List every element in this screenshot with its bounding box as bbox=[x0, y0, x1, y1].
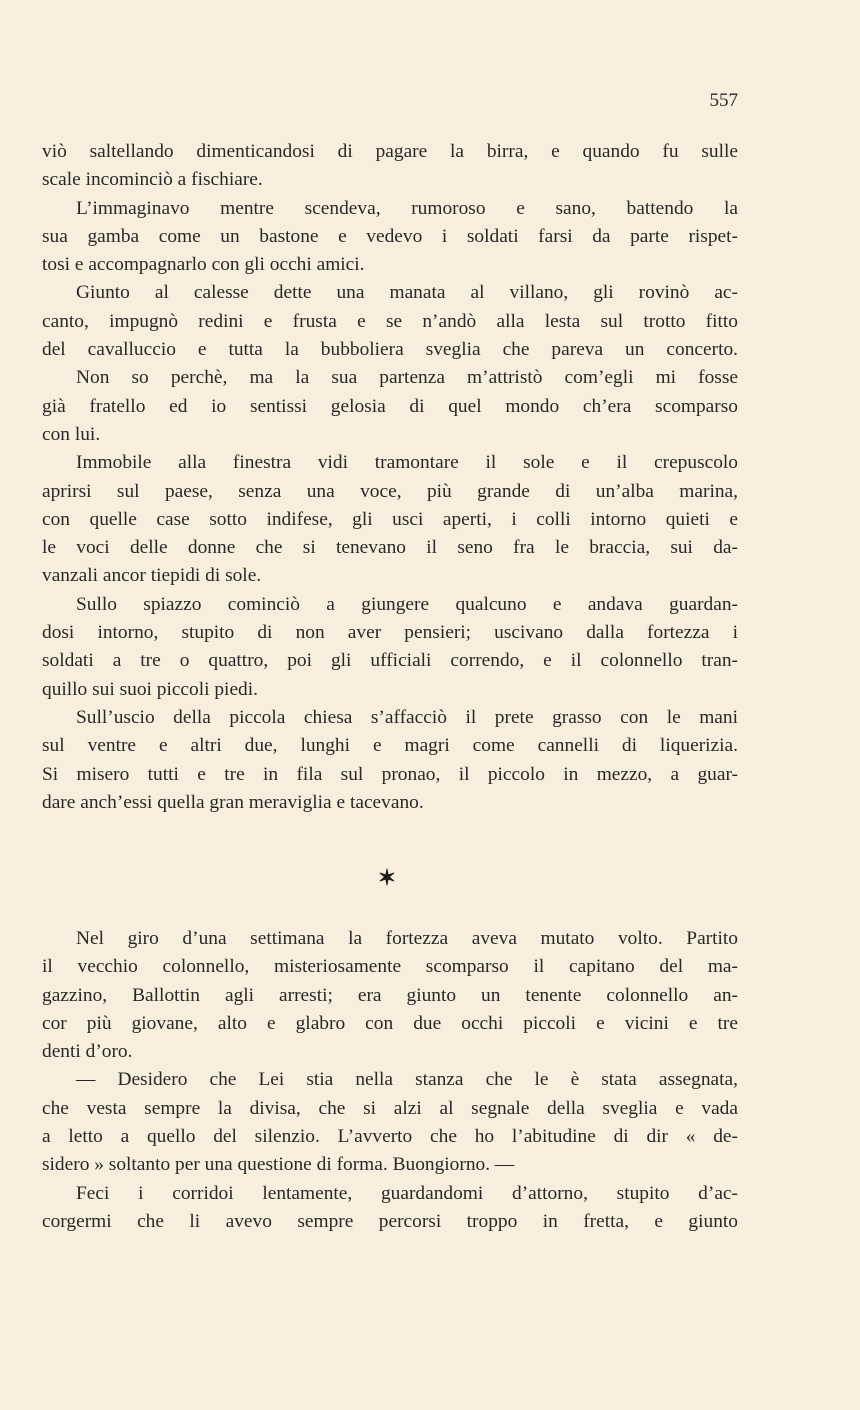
text-line: quillo sui suoi piccoli piedi. bbox=[42, 678, 258, 700]
text-line: con lui. bbox=[42, 423, 101, 445]
text-line: Sullo spiazzo cominciò a giungere qualcuno e andava guardan- bbox=[76, 593, 738, 615]
text-line: Immobile alla finestra vidi tramontare il sole e il crepuscolo bbox=[76, 452, 738, 474]
text-line: soldati a tre o quattro, poi gli ufficiali correndo, e il colonnello tran- bbox=[42, 650, 738, 672]
text-line: con quelle case sotto indifese, gli usci aperti, i colli intorno quieti e bbox=[42, 508, 738, 530]
text-line: L’immaginavo mentre scendeva, rumoroso e sano, battendo la bbox=[76, 197, 738, 219]
text-line: a letto a quello del silenzio. L’avverto che ho l’abitudine di dir « de- bbox=[42, 1126, 738, 1148]
text-block-bottom bbox=[42, 925, 738, 1236]
text-line: del cavalluccio e tutta la bubboliera sveglia che pareva un concerto. bbox=[42, 339, 738, 361]
text-line: gazzino, Ballottin agli arresti; era giunto un tenente colonnello an- bbox=[42, 984, 738, 1006]
text-line: viò saltellando dimenticandosi di pagare la birra, e quando fu sulle bbox=[42, 141, 738, 162]
text-line: Sull’uscio della piccola chiesa s’affacciò il prete grasso con le mani bbox=[76, 706, 738, 728]
text-line: denti d’oro. bbox=[42, 1041, 133, 1063]
text-line: sua gamba come un bastone e vedevo i soldati farsi da parte rispet- bbox=[42, 225, 738, 247]
page-number: 557 bbox=[709, 90, 738, 111]
text-line: canto, impugnò redini e frusta e se n’andò alla lesta sul trotto fitto bbox=[42, 310, 738, 332]
text-line: sul ventre e altri due, lunghi e magri come cannelli di liquerizia. bbox=[42, 735, 738, 757]
section-separator: ✶ bbox=[377, 865, 397, 890]
text-line: aprirsi sul paese, senza una voce, più grande di un’alba marina, bbox=[42, 480, 738, 502]
text-block-top bbox=[42, 138, 738, 817]
text-line: cor più giovane, alto e glabro con due occhi piccoli e vicini e tre bbox=[42, 1012, 738, 1034]
text-line: sidero » soltanto per una questione di forma. Buongiorno. — bbox=[42, 1154, 515, 1176]
text-line: Giunto al calesse dette una manata al villano, gli rovinò ac- bbox=[76, 282, 738, 304]
text-line: Non so perchè, ma la sua partenza m’attristò com’egli mi fosse bbox=[76, 367, 738, 389]
text-line: vanzali ancor tiepidi di sole. bbox=[42, 565, 262, 587]
text-line: le voci delle donne che si tenevano il seno fra le braccia, sui da- bbox=[42, 537, 738, 559]
text-line: che vesta sempre la divisa, che si alzi al segnale della sveglia e vada bbox=[42, 1097, 738, 1119]
text-line: scale incominciò a fischiare. bbox=[42, 169, 263, 191]
text-line: già fratello ed io sentissi gelosia di quel mondo ch’era scomparso bbox=[42, 395, 738, 417]
text-line: dare anch’essi quella gran meraviglia e tacevano. bbox=[42, 791, 424, 813]
text-line: dosi intorno, stupito di non aver pensieri; uscivano dalla fortezza i bbox=[42, 622, 738, 644]
text-line: Si misero tutti e tre in fila sul pronao, il piccolo in mezzo, a guar- bbox=[42, 763, 738, 785]
text-line: corgermi che li avevo sempre percorsi troppo in fretta, e giunto bbox=[42, 1210, 738, 1232]
text-line: — Desidero che Lei stia nella stanza che le è stata assegnata, bbox=[76, 1069, 738, 1091]
text-line: il vecchio colonnello, misteriosamente scomparso il capitano del ma- bbox=[42, 956, 738, 978]
text-line: Feci i corridoi lentamente, guardandomi d’attorno, stupito d’ac- bbox=[76, 1182, 738, 1204]
text-line: Nel giro d’una settimana la fortezza aveva mutato volto. Partito bbox=[76, 928, 738, 949]
text-line: tosi e accompagnarlo con gli occhi amici. bbox=[42, 254, 365, 276]
